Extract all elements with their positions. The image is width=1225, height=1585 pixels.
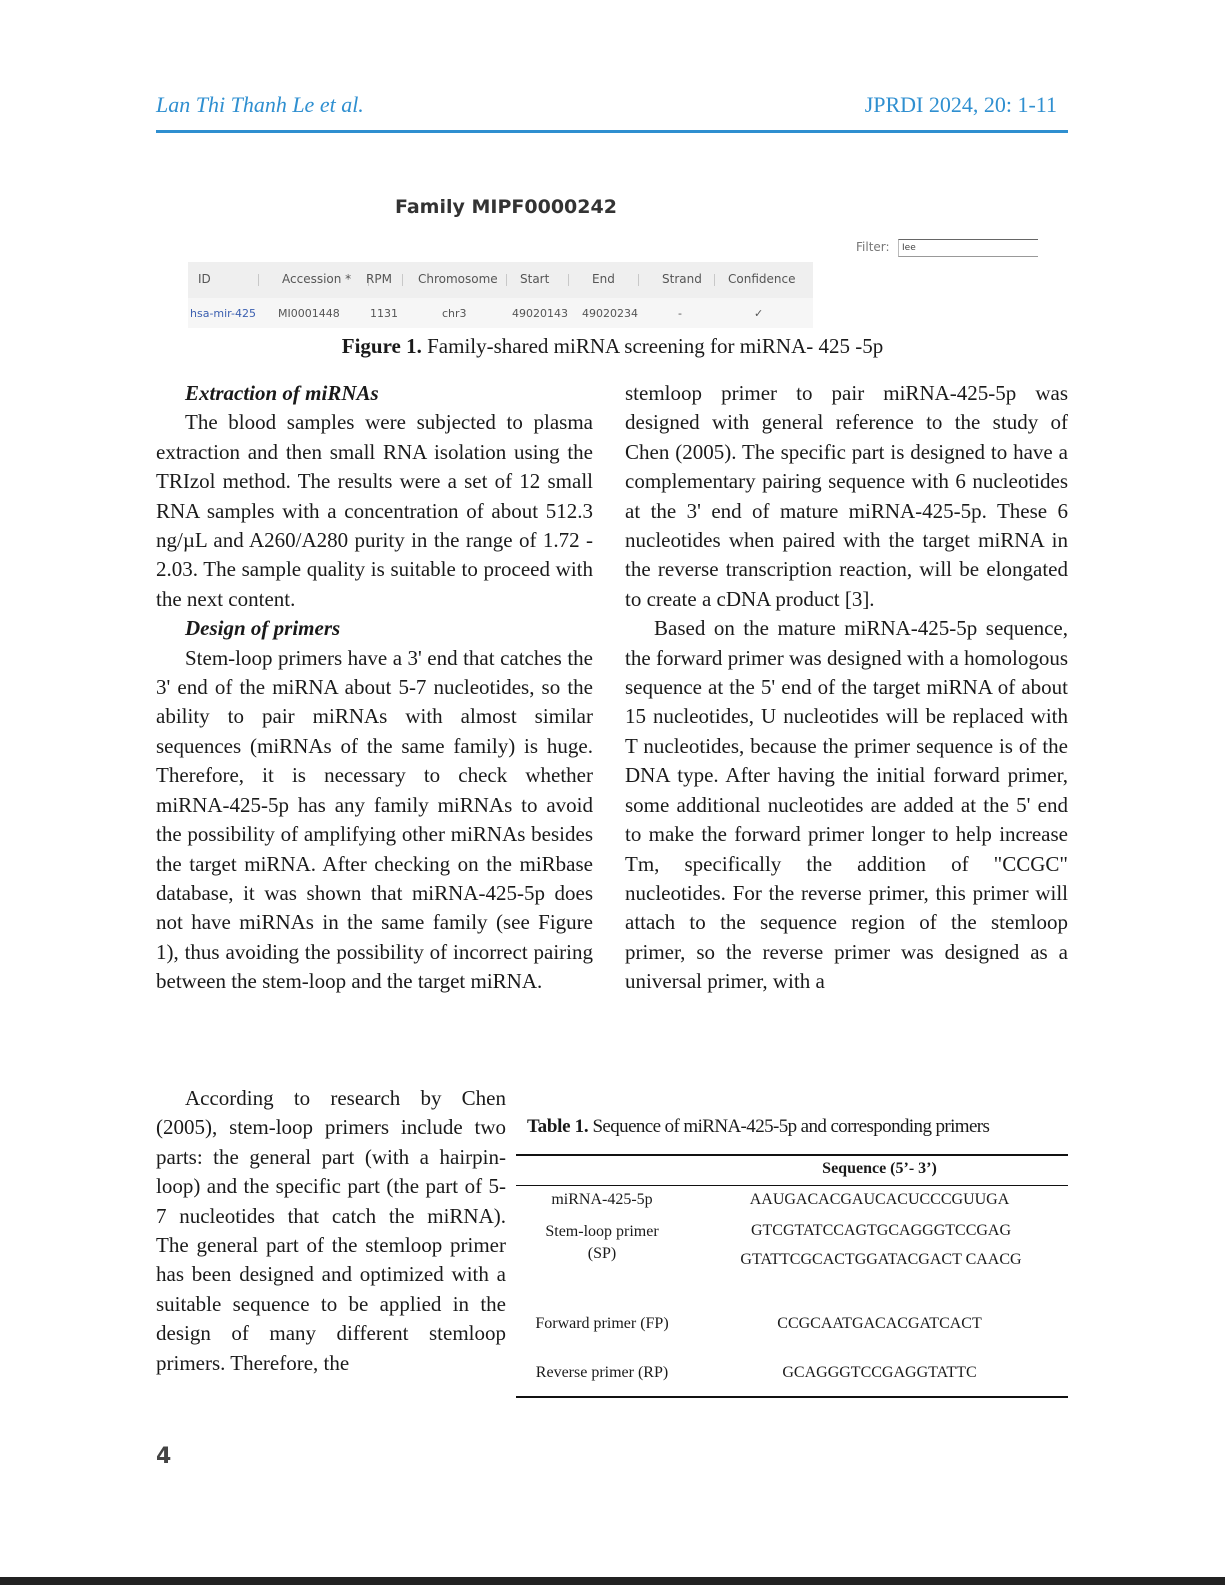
table-row-name: Reverse primer (RP): [535, 1364, 669, 1381]
accession-cell: MI0001448: [278, 307, 340, 320]
running-header-authors: Lan Thi Thanh Le et al.: [156, 92, 364, 117]
figure-col-chromosome: Chromosome: [418, 272, 498, 286]
header-rule: [156, 130, 1068, 133]
column-divider: [258, 274, 259, 286]
figure-col-rpm: RPM: [366, 272, 392, 286]
mirna-id-link: hsa-mir-425: [190, 307, 256, 320]
left-column-continued: [156, 1084, 506, 1378]
figure-caption: [0, 334, 1225, 359]
figure-filter-label: Filter:: [856, 240, 890, 254]
table-header-sequence: Sequence (5’- 3’): [822, 1160, 937, 1177]
table-top-rule: [516, 1154, 1068, 1156]
table-row-name: Stem-loop primer (SP): [545, 1223, 659, 1262]
start-cell: 49020143: [512, 307, 568, 320]
paragraph-extraction: The blood samples were subjected to plasma extraction and then small RNA isolation using the TRIzol method. The results were a set of 12 small RNA samples with a concentration of about 512.3 ng/µL and A260/A280 purity in the range of 1.72 - 2.03. The sample quality is suitable to proceed with the next content.: [156, 410, 593, 611]
table-caption-label: Table 1.: [527, 1116, 589, 1137]
table-row-sequence: AAUGACACGAUCACUCCCGUUGA: [749, 1191, 1010, 1208]
strand-cell: -: [678, 307, 682, 320]
figure-col-id: ID: [198, 272, 211, 286]
left-column: [156, 379, 593, 997]
figure-family-table: [188, 262, 813, 330]
table-row-name: miRNA-425-5p: [551, 1191, 653, 1208]
end-cell: 49020234: [582, 307, 638, 320]
figure-col-accession: Accession *: [282, 272, 352, 286]
figure-table-header-row: [188, 262, 813, 298]
figure-table-row: [188, 298, 813, 328]
confidence-check-icon: ✓: [754, 307, 764, 320]
figure-title: Family MIPF0000242: [395, 196, 617, 218]
figure-col-confidence: Confidence: [728, 272, 796, 286]
figure-col-end: End: [592, 272, 615, 286]
table-row-sequence: GTCGTATCCAGTGCAGGGTCCGAG GTATTCGCACTGGATACGACT CAACG: [740, 1222, 1022, 1268]
column-divider: [714, 274, 715, 286]
figure-col-start: Start: [520, 272, 550, 286]
figure-caption-text: Family-shared miRNA screening for miRNA- 425 -5p: [421, 334, 884, 358]
figure-filter-input: Iee: [898, 239, 1038, 257]
figure-col-strand: Strand: [662, 272, 702, 286]
paragraph-chen-2005: According to research by Chen (2005), stem-loop primers include two parts: the general part (with a hairpin-loop) and the specific part (the part of 5-7 nucleotides that catch the miRNA). The general part of the stemloop primer has been designed and optimized with a suitable sequence to be applied in the design of many different stemloop primers. Therefore, the: [156, 1086, 506, 1375]
chromosome-cell: chr3: [442, 307, 467, 320]
page-number: 4: [156, 1444, 172, 1469]
table-caption-text: Sequence of miRNA-425-5p and corresponding primers: [588, 1116, 990, 1137]
column-divider: [402, 274, 403, 286]
right-column: [625, 379, 1068, 997]
column-divider: [638, 274, 639, 286]
paragraph-stemloop-design: stemloop primer to pair miRNA-425-5p was designed with general reference to the study of Chen (2005). The specific part is designed to have a complementary pairing sequence with 6 nucleotides at the 3' end of mature miRNA-425-5p. These 6 nucleotides when paired with the target miRNA in the reverse transcription reaction, will be elongated to create a cDNA product [3].: [625, 381, 1068, 611]
running-header-journal: JPRDI 2024, 20: 1-11: [864, 92, 1057, 117]
table-header-rule: [516, 1185, 1068, 1186]
column-divider: [506, 274, 507, 286]
table-row-name: Forward primer (FP): [535, 1315, 669, 1332]
figure-caption-label: Figure 1.: [341, 334, 422, 358]
page-bottom-border: [0, 1577, 1225, 1585]
paragraph-forward-reverse: Based on the mature miRNA-425-5p sequence, the forward primer was designed with a homologous sequence at the 5' end of the target miRNA of about 15 nucleotides, U nucleotides will be replaced with T nucleotides, because the primer sequence is of the DNA type. After having the initial forward primer, some additional nucleotides are added at the 5' end to make the forward primer longer to help increase Tm, specifically the addition of "CCGC" nucleotides. For the reverse primer, this primer will attach to the sequence region of the stemloop primer, so the reverse primer was designed as a universal primer, with a: [625, 616, 1068, 994]
section-heading-primer-design: Design of primers: [185, 616, 341, 641]
table-caption: [527, 1116, 989, 1138]
table-row-sequence: CCGCAATGACACGATCACT: [777, 1315, 982, 1332]
rpm-cell: 1131: [370, 307, 398, 320]
paragraph-stem-loop: Stem-loop primers have a 3' end that catches the 3' end of the miRNA about 5-7 nucleotides, so the ability to pair miRNAs with almost similar sequences (miRNAs of the same family) is huge. Therefore, it is necessary to check whether miRNA-425-5p has any family miRNAs to avoid the possibility of amplifying other miRNAs besides the target miRNA. After checking on the miRbase database, it was shown that miRNA-425-5p does not have miRNAs in the same family (see Figure 1), thus avoiding the possibility of incorrect pairing between the stem-loop and the target miRNA.: [156, 645, 593, 994]
section-heading-extraction: Extraction of miRNAs: [185, 381, 379, 405]
column-divider: [568, 274, 569, 286]
table-row-sequence: GCAGGGTCCGAGGTATTC: [782, 1364, 977, 1381]
table-bottom-rule: [516, 1396, 1068, 1398]
